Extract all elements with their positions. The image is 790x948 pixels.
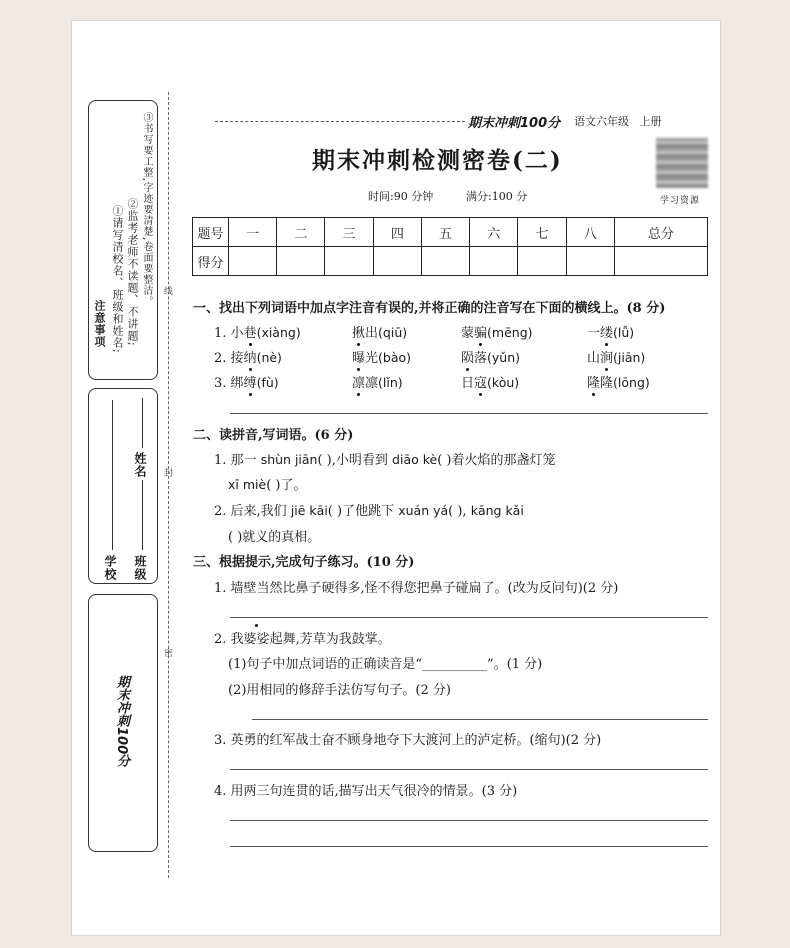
section-3-q4-answer-line-1[interactable] — [230, 820, 708, 821]
field-class-line[interactable] — [142, 480, 143, 550]
section-3-q4: 4. 用两三句连贯的话,描写出天气很冷的情景。(3 分) — [214, 784, 518, 799]
score-input-cell[interactable] — [566, 247, 614, 276]
volume-label: 上册 — [639, 115, 662, 128]
qr-code-icon[interactable] — [656, 138, 708, 188]
brand-title: 期末冲刺100分 — [468, 116, 561, 131]
dotted-char: 缚 — [244, 372, 257, 391]
word-item: 3. 绑缚(fù) — [214, 372, 279, 391]
dotted-char: 陨 — [461, 347, 474, 366]
pinyin: (bào) — [378, 350, 412, 365]
word-item: 蒙骗(mēng) — [461, 322, 533, 341]
score-input-cell[interactable] — [325, 247, 373, 276]
section-3-q3: 3. 英勇的红军战士奋不顾身地夺下大渡河上的泸定桥。(缩句)(2 分) — [214, 733, 602, 748]
dotted-char: 涧 — [600, 347, 613, 366]
notice-item-2: ②监考老师不读题、不讲题; — [126, 198, 139, 347]
section-2-q1-line2: xī miè( )了。 — [228, 477, 307, 493]
score-cell: 六 — [470, 218, 518, 247]
dotted-char: 骗 — [474, 322, 487, 341]
score-cell: 三 — [325, 218, 373, 247]
word-item: 揪出(qiū) — [352, 322, 407, 341]
pinyin: (mēng) — [487, 325, 533, 340]
header-rule — [215, 121, 465, 122]
score-row-label: 得分 — [193, 247, 229, 276]
score-cell: 七 — [518, 218, 566, 247]
notice-item-3: ③书写要工整,字迹要清楚,卷面要整洁。 — [141, 112, 152, 308]
score-input-cell[interactable] — [470, 247, 518, 276]
score-input-cell[interactable] — [614, 247, 707, 276]
header-subject — [574, 113, 662, 129]
score-table-header-row — [193, 218, 708, 247]
cut-word-line: 线 — [162, 286, 172, 295]
section-2-title: 二、读拼音,写词语。(6 分) — [193, 428, 354, 443]
exam-full-score: 满分:100 分 — [466, 190, 528, 203]
field-name-line[interactable] — [142, 398, 143, 448]
pinyin: (lōng) — [613, 375, 650, 390]
pinyin: (nè) — [256, 350, 282, 365]
score-cell: 二 — [277, 218, 325, 247]
pinyin: kāng kǎi — [470, 503, 524, 518]
score-input-cell[interactable] — [373, 247, 421, 276]
field-school-label: 学校 — [103, 555, 117, 581]
pinyin: xuán yá — [398, 503, 449, 518]
field-name-label: 姓名 — [133, 452, 147, 478]
subject-label: 语文六年级 — [574, 115, 629, 128]
dotted-char: 巷 — [244, 322, 257, 341]
score-cell: 四 — [373, 218, 421, 247]
qr-label: 学习资源 — [660, 196, 701, 206]
page-title: 期末冲刺检测密卷(二) — [312, 147, 563, 174]
student-info-box — [88, 388, 158, 584]
word-item: 一缕(lǚ) — [587, 322, 634, 341]
score-input-cell[interactable] — [229, 247, 277, 276]
notice-item-1: ①请写清校名、班级和姓名; — [111, 205, 124, 354]
section-1-answer-line[interactable] — [230, 413, 708, 414]
notice-title: 注意事项 — [93, 300, 106, 348]
section-3-title: 三、根据提示,完成句子练习。(10 分) — [193, 555, 415, 570]
score-cell: 题号 — [193, 218, 229, 247]
dotted-char: 缕 — [600, 322, 613, 341]
dotted-char: 揪 — [352, 322, 365, 341]
score-cell: 一 — [229, 218, 277, 247]
section-3-q4-answer-line-2[interactable] — [230, 846, 708, 847]
score-input-cell[interactable] — [518, 247, 566, 276]
dotted-char: 凛 — [352, 372, 365, 391]
section-2-q1-line1: 1. 那一 shùn jiān( ),小明看到 diāo kè( )着火焰的那盏灯笼 — [214, 452, 556, 468]
pinyin: (qiū) — [378, 325, 408, 340]
section-3-q2-answer-line[interactable] — [252, 719, 708, 720]
word-item: 山涧(jiān) — [587, 347, 645, 366]
pinyin: (kòu) — [487, 375, 520, 390]
pinyin: jiē kāi — [290, 503, 328, 518]
pinyin: diāo kè — [392, 452, 438, 467]
pinyin: (lǚ) — [613, 325, 635, 340]
section-3-q1: 1. 墙壁当然比鼻子硬得多,怪不得您把鼻子碰扁了。(改为反问句)(2 分) — [214, 581, 619, 596]
section-3-q3-answer-line[interactable] — [230, 769, 708, 770]
dotted-word: 婆娑 — [244, 628, 270, 647]
pinyin: (xiàng) — [256, 325, 301, 340]
field-class-label: 班级 — [133, 555, 147, 581]
cut-word-secret: 密 — [162, 648, 172, 657]
pinyin: xī miè — [228, 477, 267, 492]
pinyin: (lǐn) — [378, 375, 403, 390]
section-2-q2-line1: 2. 后来,我们 jiē kāi( )了他跳下 xuán yá( ), kāng kǎi — [214, 503, 524, 519]
dotted-char: 寇 — [474, 372, 487, 391]
word-item: 日寇(kòu) — [461, 372, 519, 391]
pinyin: shùn jiān — [260, 452, 318, 467]
score-table — [192, 217, 708, 276]
section-1-title: 一、找出下列词语中加点字注音有误的,并将正确的注音写在下面的横线上。(8 分) — [193, 301, 666, 316]
pinyin: (jiān) — [613, 350, 646, 365]
cut-word-seal: 封 — [162, 468, 172, 477]
word-item: 1. 小巷(xiàng) — [214, 322, 301, 341]
word-item: 曝光(bào) — [352, 347, 411, 366]
score-input-cell[interactable] — [421, 247, 469, 276]
word-item: 陨落(yǔn) — [461, 347, 520, 366]
dotted-char: 纳 — [244, 347, 257, 366]
word-item: 凛凛(lǐn) — [352, 372, 403, 391]
pinyin: (yǔn) — [487, 350, 521, 365]
score-cell: 八 — [566, 218, 614, 247]
dotted-char: 隆 — [587, 372, 600, 391]
section-3-q2-2: (2)用相同的修辞手法仿写句子。(2 分) — [228, 683, 451, 698]
word-item: 2. 接纳(nè) — [214, 347, 282, 366]
exam-time: 时间:90 分钟 — [368, 190, 434, 203]
score-input-cell[interactable] — [277, 247, 325, 276]
cut-line — [168, 92, 169, 878]
score-cell: 总分 — [614, 218, 707, 247]
section-3-q2-1: (1)句子中加点词语的正确读音是“__________”。(1 分) — [228, 657, 543, 672]
section-3-q1-answer-line[interactable] — [230, 617, 708, 618]
score-cell: 五 — [421, 218, 469, 247]
section-2-q2-line2: ( )就义的真相。 — [228, 530, 321, 545]
dotted-char: 曝 — [352, 347, 365, 366]
word-item: 隆隆(lōng) — [587, 372, 650, 391]
pinyin: (fù) — [256, 375, 279, 390]
section-3-q2: 2. 我婆娑起舞,芳草为我鼓掌。 — [214, 628, 391, 647]
brand-vertical: 期末冲刺100分 — [114, 675, 129, 768]
field-school-line[interactable] — [112, 400, 113, 550]
score-table-score-row — [193, 247, 708, 276]
